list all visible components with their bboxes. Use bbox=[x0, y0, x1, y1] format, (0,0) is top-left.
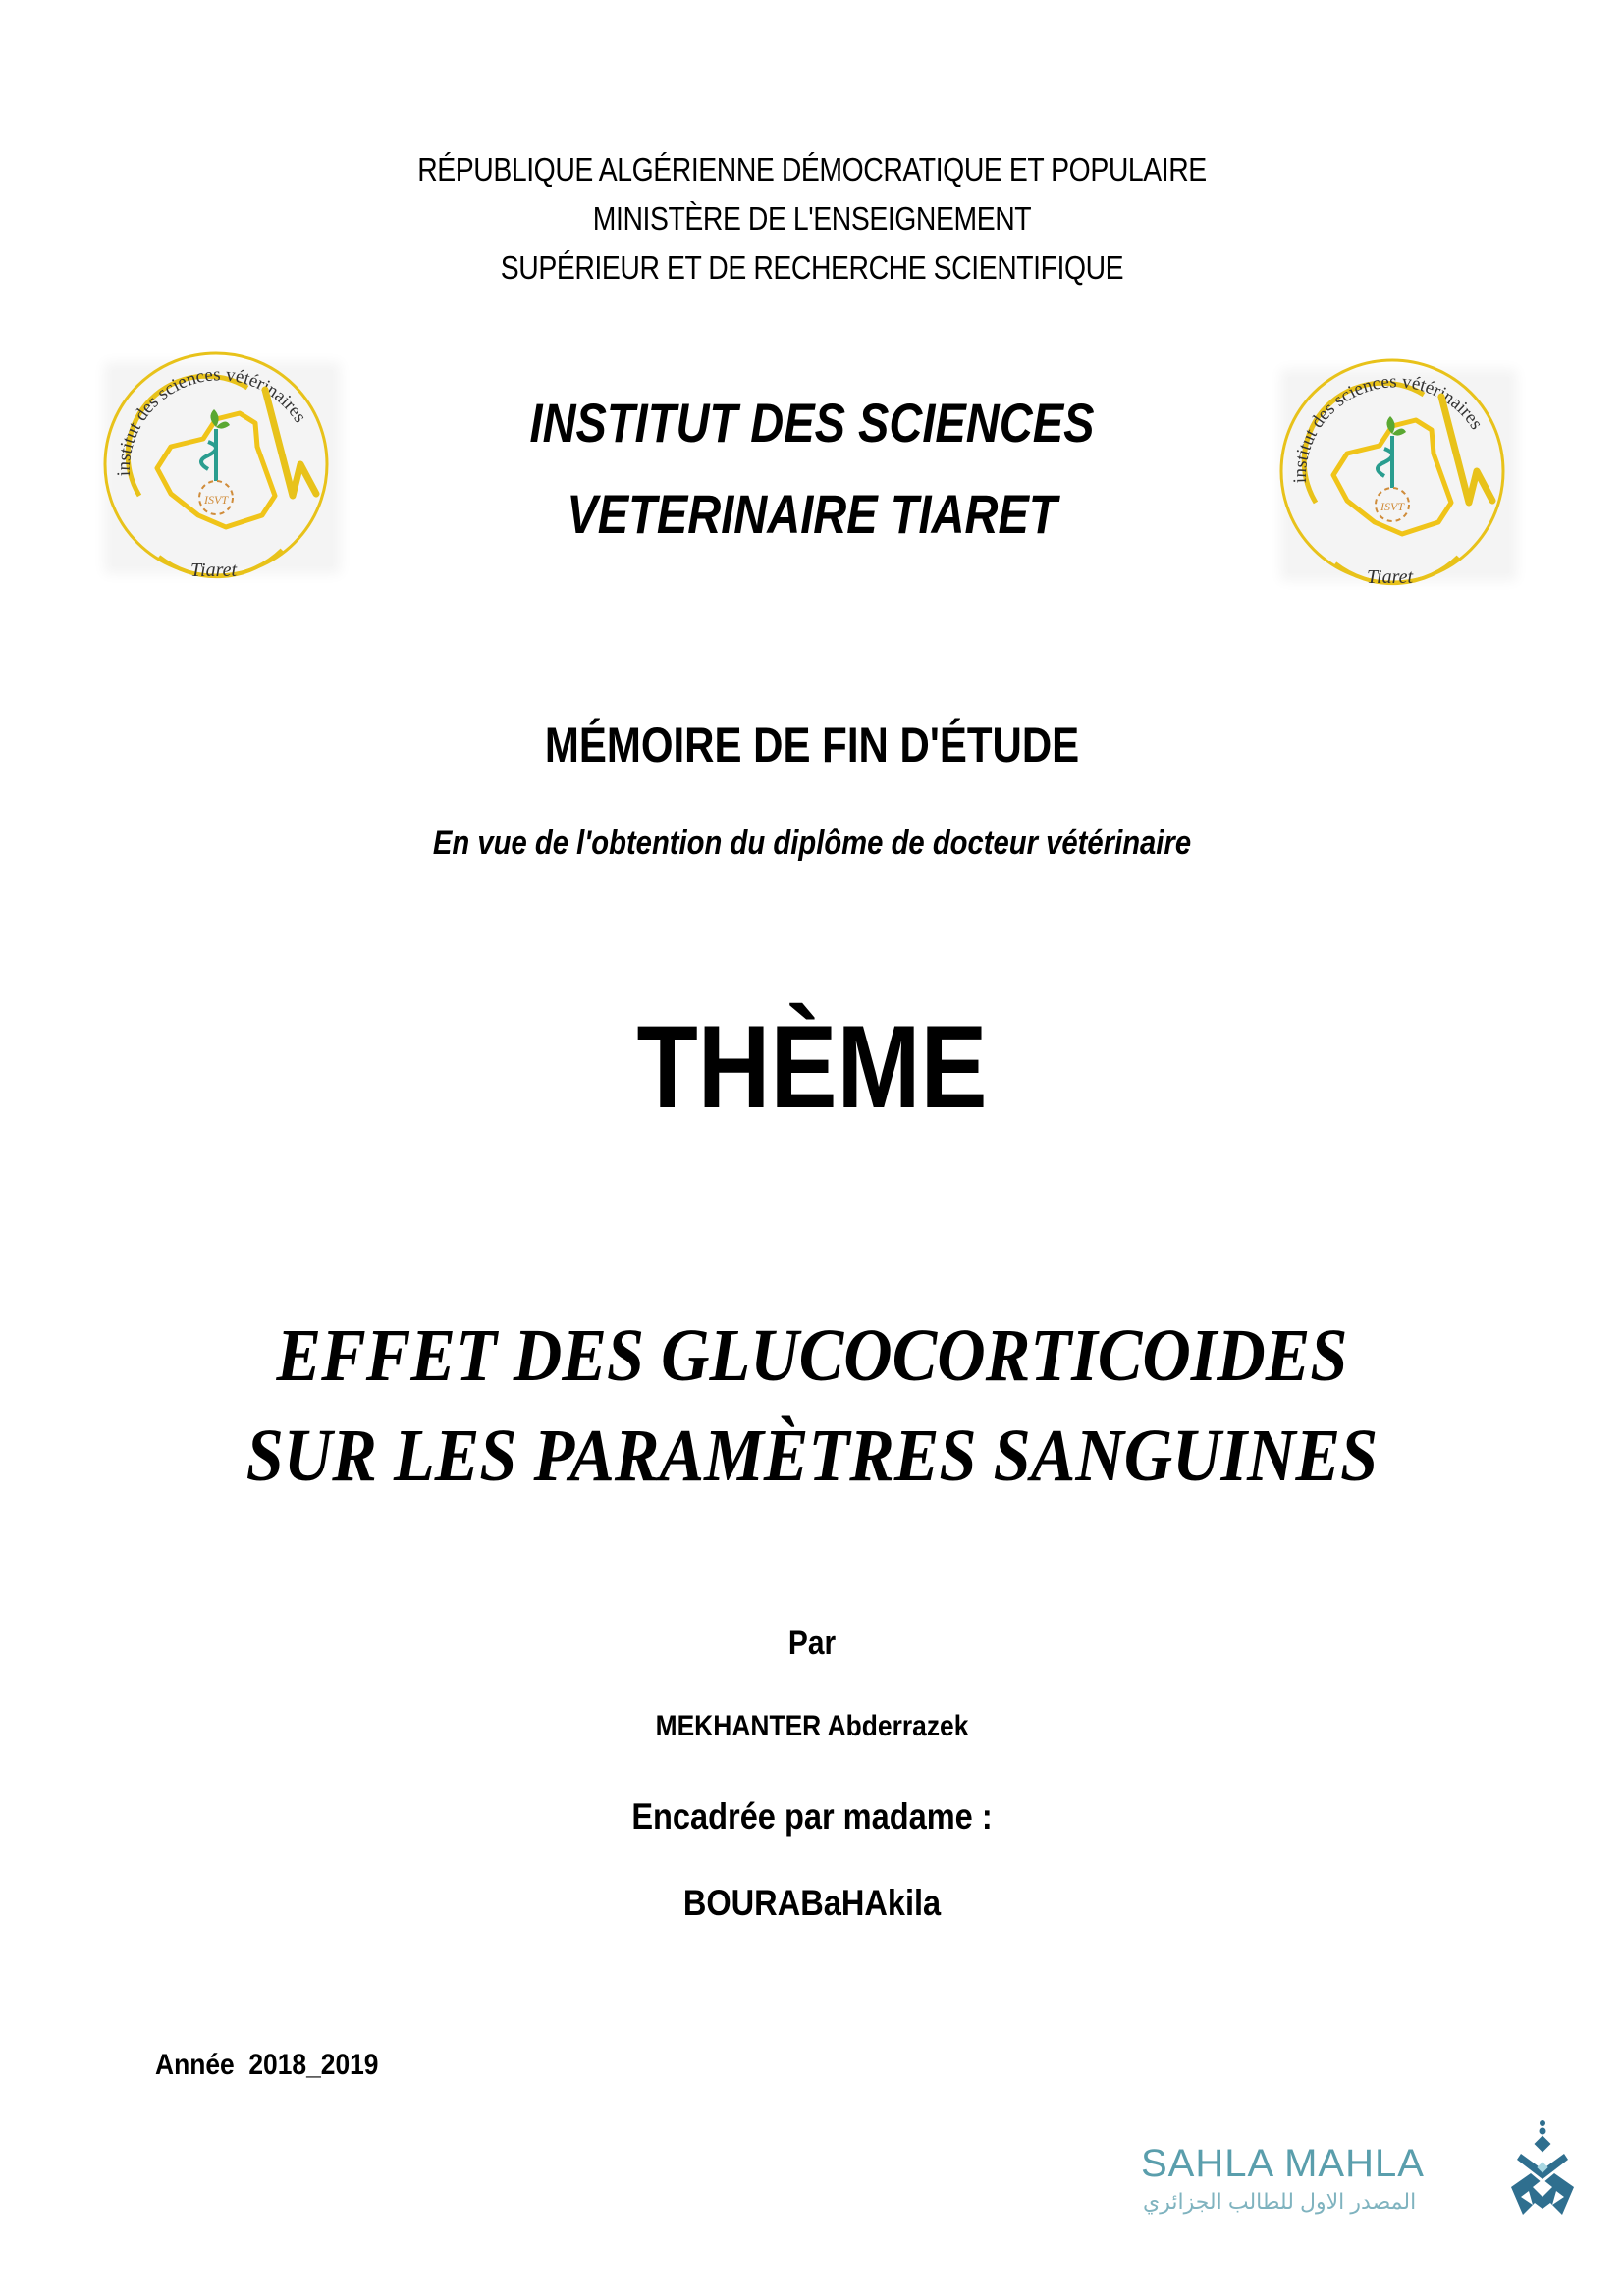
academic-year: Année 2018_2019 bbox=[155, 2049, 379, 2081]
sahla-mahla-watermark bbox=[1129, 2110, 1581, 2228]
watermark-brand: SAHLA MAHLA bbox=[1141, 2142, 1425, 2185]
svg-text:institut des sciences vétérina: institut des sciences vétérinaires bbox=[1289, 371, 1488, 484]
svg-text:Tiaret: Tiaret bbox=[190, 560, 238, 581]
header-line-republic: RÉPUBLIQUE ALGÉRIENNE DÉMOCRATIQUE ET POPULAIRE bbox=[417, 151, 1207, 187]
institute-title-line-2: VETERINAIRE TIARET bbox=[567, 483, 1057, 545]
author-name: MEKHANTER Abderrazek bbox=[655, 1710, 969, 1742]
sahla-mahla-logo-icon bbox=[1507, 2118, 1578, 2221]
header-line-ministry: MINISTÈRE DE L'ENSEIGNEMENT bbox=[592, 200, 1032, 237]
topic-line-2: SUR LES PARAMÈTRES SANGUINES bbox=[245, 1415, 1379, 1497]
theme-heading: THÈME bbox=[636, 1001, 988, 1133]
watermark-tagline: المصدر الاول للطالب الجزائري bbox=[1143, 2189, 1417, 2214]
supervisor-name: BOURABaHAkila bbox=[682, 1883, 942, 1923]
supervised-by-label: Encadrée par madame : bbox=[631, 1796, 993, 1837]
document-type-heading: MÉMOIRE DE FIN D'ÉTUDE bbox=[544, 718, 1080, 773]
government-header bbox=[0, 145, 1624, 293]
header-line-higher-education: SUPÉRIEUR ET DE RECHERCHE SCIENTIFIQUE bbox=[500, 249, 1124, 286]
thesis-topic bbox=[0, 1306, 1624, 1506]
svg-text:ISVT: ISVT bbox=[1380, 500, 1404, 513]
topic-line-1: EFFET DES GLUCOCORTICOIDES bbox=[276, 1314, 1348, 1397]
document-subtitle: En vue de l'obtention du diplôme de docteur vétérinaire bbox=[432, 825, 1192, 862]
svg-text:ISVT: ISVT bbox=[204, 493, 228, 507]
institute-logo-right bbox=[1276, 355, 1512, 591]
svg-text:Tiaret: Tiaret bbox=[1367, 566, 1414, 588]
by-label: Par bbox=[787, 1625, 837, 1662]
svg-text:institut des sciences vétérina: institut des sciences vétérinaires bbox=[113, 364, 311, 477]
isvt-logo-icon bbox=[1276, 355, 1512, 591]
institute-title-line-1: INSTITUT DES SCIENCES bbox=[529, 392, 1095, 454]
